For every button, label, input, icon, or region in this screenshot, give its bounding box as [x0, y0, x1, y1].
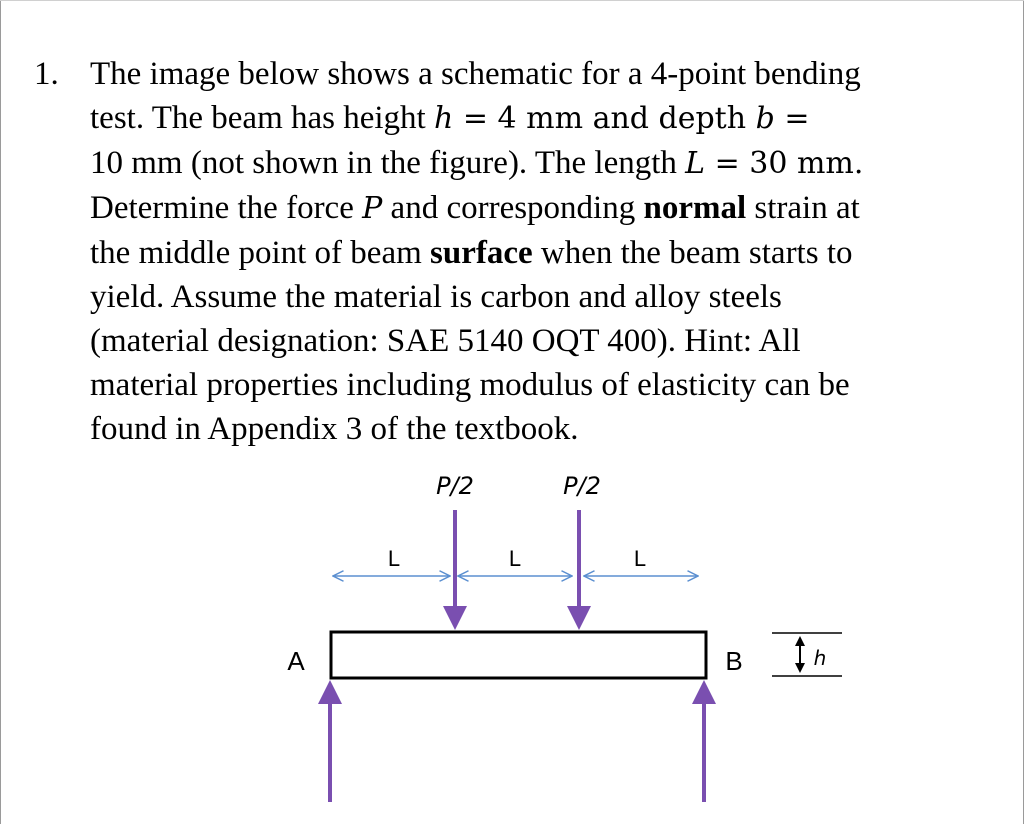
span-label-3: L — [633, 546, 647, 571]
text-run: the middle point of beam — [90, 235, 431, 271]
variable-b: b — [755, 101, 775, 136]
text-run: when the beam starts to — [532, 235, 853, 271]
text-run: strain at — [746, 190, 860, 226]
variable-h: h — [433, 101, 454, 136]
bold-surface: surface — [430, 235, 533, 271]
load-left-label: P/2 — [436, 472, 474, 500]
text-run: The image below shows a schematic for a 4-point bending — [90, 56, 861, 92]
text-run: 10 mm (not shown in the figure). The length — [90, 145, 686, 181]
beam — [331, 632, 706, 678]
load-right-label: P/2 — [563, 472, 601, 500]
span-label-1: L — [387, 546, 401, 571]
support-left-label: A — [287, 646, 305, 676]
math-run: = 4 mm and depth — [453, 101, 756, 136]
text-run: Determine the force — [90, 190, 363, 226]
text-run: and corresponding — [382, 190, 644, 226]
text-run: material properties including modulus of elasticity can be — [90, 367, 850, 403]
text-run: yield. Assume the material is carbon and alloy steels — [90, 279, 782, 315]
text-run: found in Appendix 3 of the textbook. — [90, 411, 579, 447]
span-label-2: L — [508, 546, 522, 571]
support-right-label: B — [725, 646, 743, 676]
variable-P: P — [362, 191, 383, 226]
text-run: (material designation: SAE 5140 OQT 400). Hint: All — [90, 323, 801, 359]
height-label: h — [813, 646, 827, 670]
bold-normal: normal — [643, 190, 747, 226]
math-run: = 30 mm. — [705, 146, 864, 181]
problem-number: 1. — [34, 56, 59, 92]
variable-L: L — [685, 146, 706, 181]
math-run: = — [774, 101, 810, 136]
text-run: test. The beam has height — [90, 100, 434, 136]
